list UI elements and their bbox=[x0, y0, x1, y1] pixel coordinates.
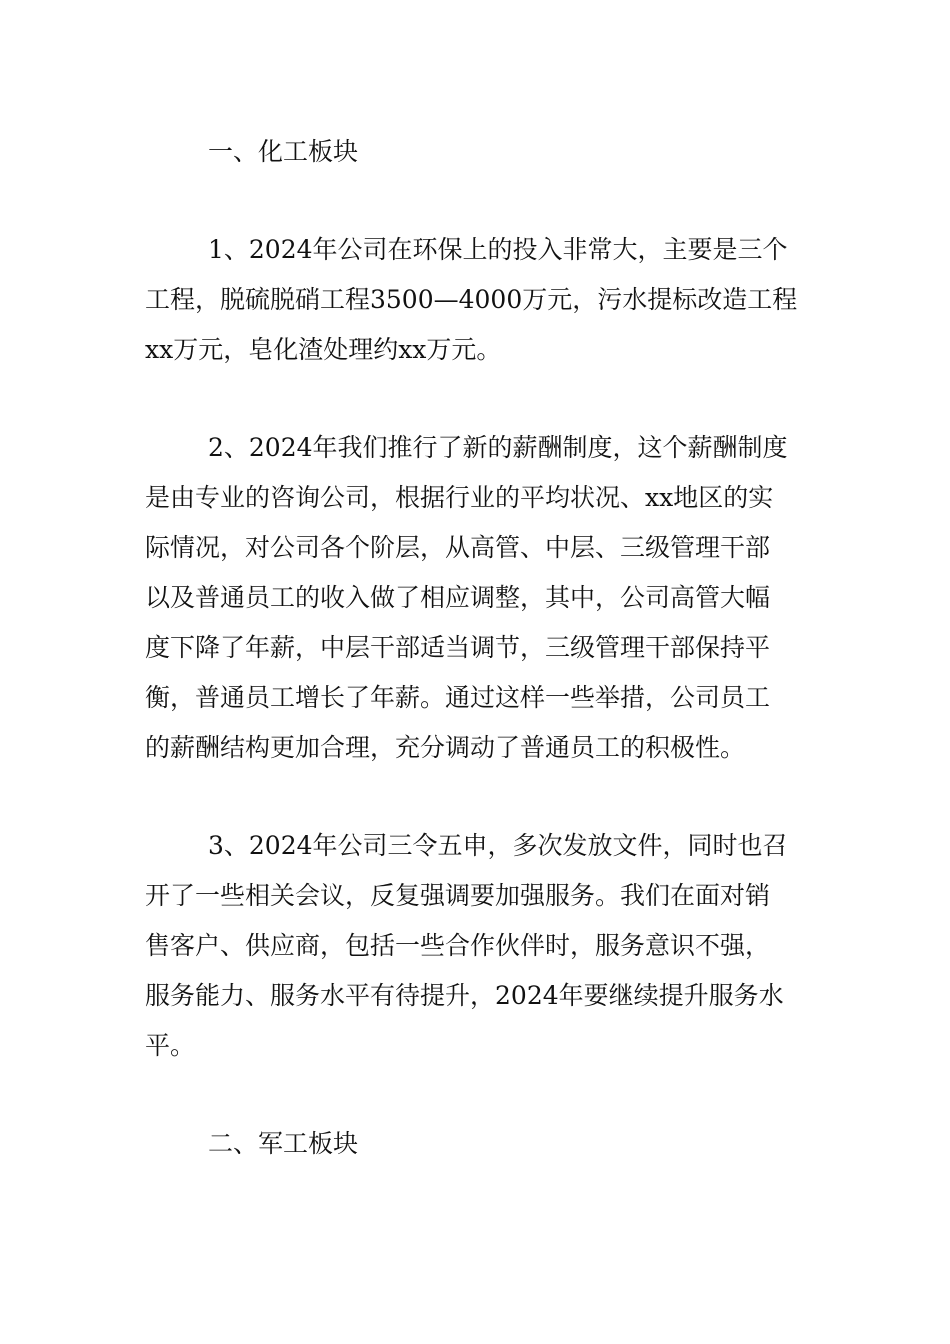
paragraph-line: 1、2024年公司在环保上的投入非常大，主要是三个 bbox=[208, 235, 788, 264]
paragraph-line: 是由专业的咨询公司，根据行业的平均状况、xx地区的实 bbox=[145, 483, 774, 512]
paragraph-line: 3、2024年公司三令五申，多次发放文件，同时也召 bbox=[208, 831, 788, 860]
section-heading-chemical: 一、化工板块 bbox=[208, 137, 359, 166]
paragraph-line: 衡，普通员工增长了年薪。通过这样一些举措，公司员工 bbox=[145, 683, 771, 712]
paragraph-line: 的薪酬结构更加合理，充分调动了普通员工的积极性。 bbox=[145, 733, 746, 762]
paragraph-line: 际情况，对公司各个阶层，从高管、中层、三级管理干部 bbox=[145, 533, 771, 562]
paragraph-line: 平。 bbox=[145, 1031, 196, 1060]
paragraph-line: 度下降了年薪，中层干部适当调节，三级管理干部保持平 bbox=[145, 633, 771, 662]
paragraph-line: 以及普通员工的收入做了相应调整，其中，公司高管大幅 bbox=[145, 583, 771, 612]
paragraph-line: 工程，脱硫脱硝工程3500—4000万元，污水提标改造工程 bbox=[145, 285, 798, 314]
paragraph-line: 售客户、供应商，包括一些合作伙伴时，服务意识不强， bbox=[145, 931, 771, 960]
paragraph-line: 开了一些相关会议，反复强调要加强服务。我们在面对销 bbox=[145, 881, 771, 910]
paragraph-line: xx万元，皂化渣处理约xx万元。 bbox=[145, 335, 502, 364]
section-heading-military: 二、军工板块 bbox=[208, 1129, 359, 1158]
paragraph-line: 服务能力、服务水平有待提升，2024年要继续提升服务水 bbox=[145, 981, 784, 1010]
paragraph-line: 2、2024年我们推行了新的薪酬制度，这个薪酬制度 bbox=[208, 433, 788, 462]
